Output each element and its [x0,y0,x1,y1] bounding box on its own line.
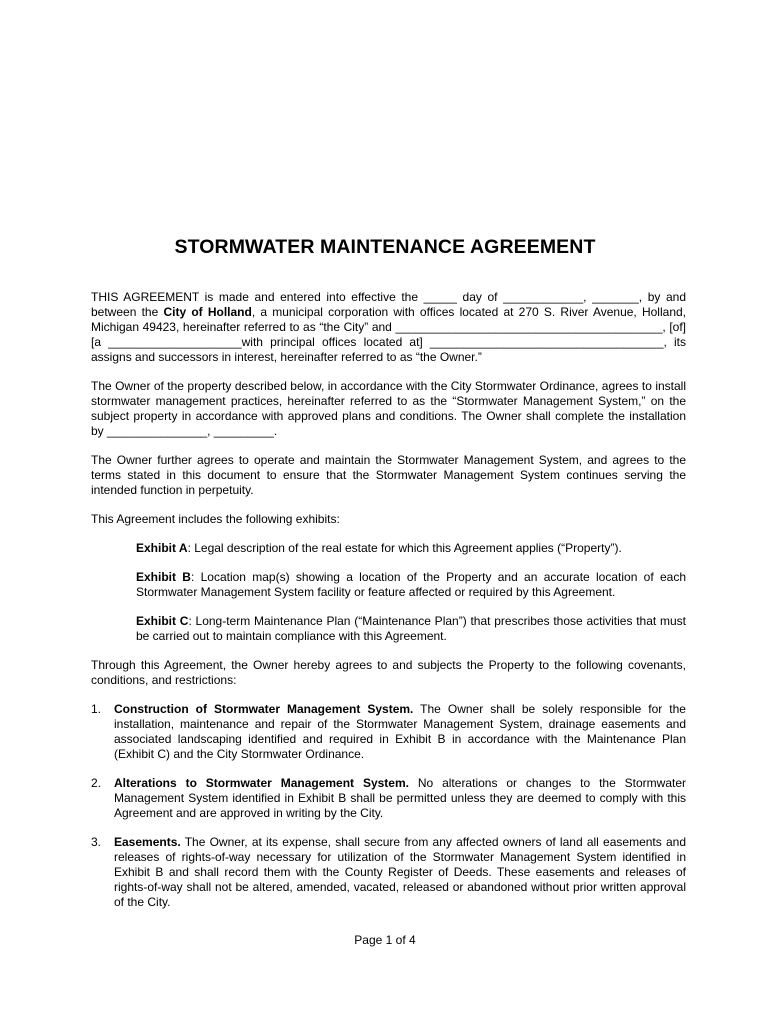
item-number: 2. [91,776,102,790]
item-body [114,776,686,821]
exhibit-b-text: : Location map(s) showing a location of the Property and an accurate location of each Stormwater Management System facility or feature affected or required by this Agreement. [136,570,686,599]
exhibit-a-label: Exhibit A [136,541,188,555]
paragraph-installation: The Owner of the property described below, in accordance with the City Stormwater Ordinance, agrees to install stormwater management practices, hereinafter referred to as the “Stormwater Management System,” on the subject property in accordance with approved plans and conditions. The Owner shall complete the installation by _______________, _________. [91,379,686,438]
list-item-alterations [91,776,686,821]
item-heading: Construction of Stormwater Management System. [114,702,414,716]
exhibit-a-text: : Legal description of the real estate for which this Agreement applies (“Property”). [187,541,622,555]
item-body [114,835,686,910]
exhibit-c [136,614,686,644]
paragraph-maintenance: The Owner further agrees to operate and maintain the Stormwater Management System, and agrees to the terms stated in this document to ensure that the Stormwater Management System continues serving the intended function in perpetuity. [91,453,686,497]
item-text: The Owner shall be solely responsible for the installation, maintenance and repair of the Stormwater Management System, drainage easements and associated landscaping identified and required in Exhibit B in accordance with the Maintenance Plan (Exhibit C) and the City Stormwater Ordinance. [114,702,686,761]
exhibit-b [136,570,686,600]
exhibit-b-label: Exhibit B [136,570,191,584]
intro-text-2: , a municipal corporation with offices located at 270 S. River Avenue, Holland, Michigan 49423, hereinafter referred to as “the City” and ________________________________________, [of][a ____________________with principal offices located at] ___________________________________, its assigns and successors in interest, hereinafter referred to as “the Owner.” [91,305,686,364]
list-item-construction [91,702,686,762]
exhibit-c-label: Exhibit C [136,614,189,628]
document-body [91,290,686,924]
page-number: Page 1 of 4 [354,933,416,947]
item-body [114,702,686,762]
paragraph-covenant-intro: Through this Agreement, the Owner hereby agrees to and subjects the Property to the following covenants, conditions, and restrictions: [91,658,686,687]
document-title: STORMWATER MAINTENANCE AGREEMENT [174,236,596,258]
intro-paragraph [91,290,686,365]
item-number: 3. [91,835,102,849]
paragraph-exhibits-intro: This Agreement includes the following exhibits: [91,512,340,526]
intro-text-1: THIS AGREEMENT is made and entered into effective the _____ day of ____________, _______, by and between the [91,290,686,319]
item-number: 1. [91,702,102,716]
item-heading: Easements. [114,835,181,849]
item-heading: Alterations to Stormwater Management System. [114,776,409,790]
city-name: City of Holland [163,305,252,319]
item-text: The Owner, at its expense, shall secure from any affected owners of land all easements and releases of rights-of-way necessary for utilization of the Stormwater Management System identified in Exhibit B and shall record them with the County Register of Deeds. These easements and releases of rights-of-way shall not be altered, amended, vacated, released or abandoned without prior written approval of the City. [114,835,686,909]
exhibit-a [136,541,686,556]
item-text: No alterations or changes to the Stormwater Management System identified in Exhibit B shall be permitted unless they are deemed to comply with this Agreement and are approved in writing by the City. [114,776,686,820]
list-item-easements [91,835,686,910]
exhibit-c-text: : Long-term Maintenance Plan (“Maintenance Plan”) that prescribes those activities that must be carried out to maintain compliance with this Agreement. [136,614,686,643]
